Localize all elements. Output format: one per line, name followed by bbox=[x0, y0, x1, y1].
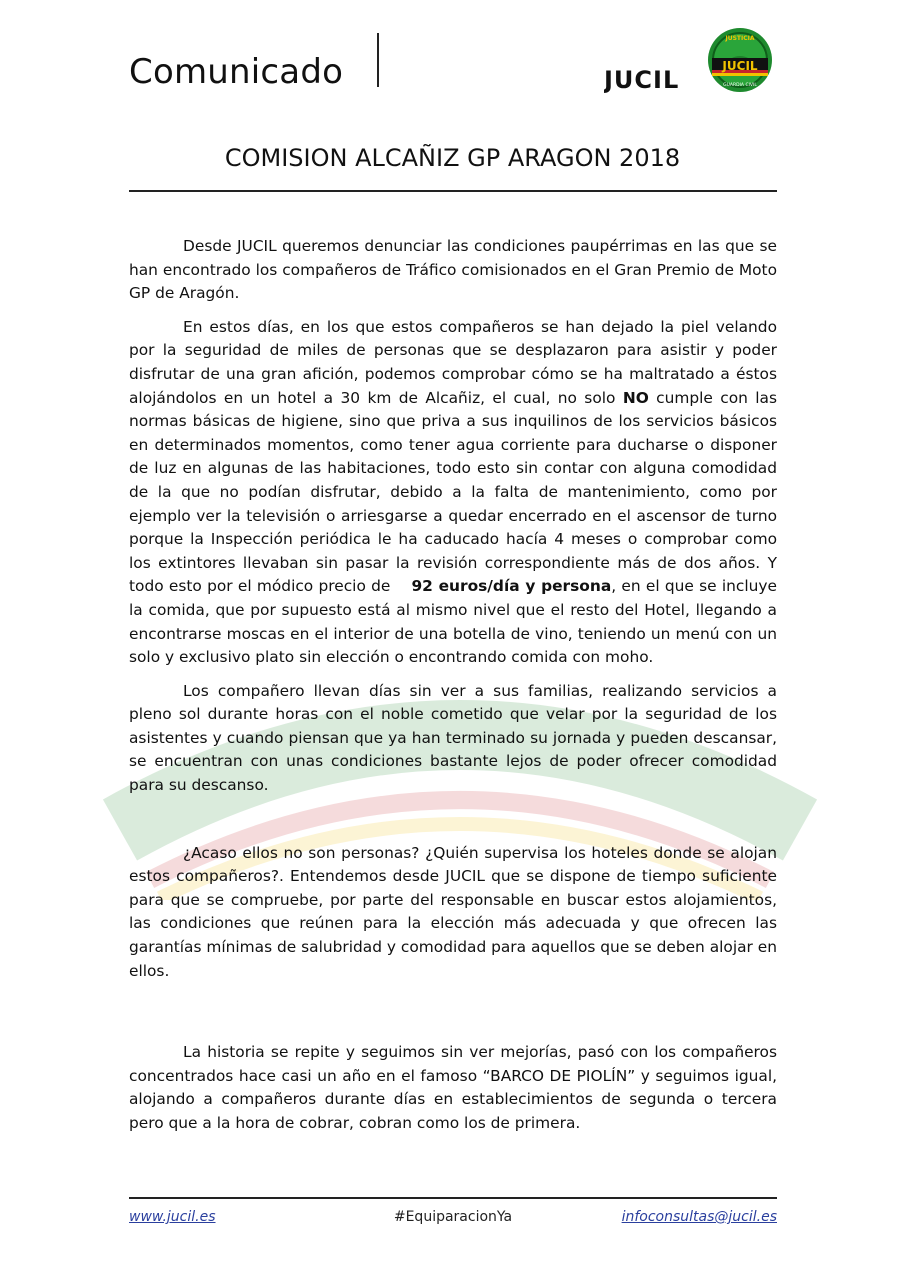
header-divider bbox=[377, 33, 379, 87]
logo-badge-icon bbox=[708, 28, 772, 92]
document-body bbox=[129, 235, 782, 1146]
title-rule bbox=[129, 190, 777, 192]
header-title: Comunicado bbox=[129, 52, 344, 92]
paragraph-2-bold-price: 92 euros/día y persona bbox=[411, 577, 612, 596]
logo-badge-bottom: GUARDIA CIVIL bbox=[723, 83, 757, 88]
logo-wordmark: JUCIL bbox=[604, 66, 680, 94]
paragraph-3: Los compañero llevan días sin ver a sus familias, realizando servicios a pleno sol durante horas con el noble cometido que velar por la seguridad de los asistentes y cuando piensan que ya han terminado su jornada y pueden descansar, se encuentran con unas condiciones bastante lejos de poder ofrecer comodidad para su descanso. bbox=[129, 681, 777, 795]
paragraph-1: Desde JUCIL queremos denunciar las condiciones paupérrimas en las que se han encontrado los compañeros de Tráfico comisionados en el Gran Premio de Moto GP de Aragón. bbox=[129, 237, 777, 303]
footer-email-link[interactable]: infoconsultas@jucil.es bbox=[621, 1209, 777, 1225]
paragraph-2-part-a: En estos días, en los que estos compañeros se han dejado la piel velando por la seguridad de miles de personas que se desplazaron para asistir y poder disfrutar de una gran afición, podemos comprobar cómo se ha maltratado a éstos alojándolos en un hotel a 30 km de Alcañiz, el cual, no solo bbox=[129, 317, 777, 407]
paragraph-2-part-c: , en el que se incluye la comida, que por supuesto está al mismo nivel que el resto del Hotel, llegando a encontrarse moscas en el interior de una botella de vino, teniendo un menú con un solo y exclusivo plato sin elección o encontrando comida con moho. bbox=[129, 577, 777, 667]
footer-website-link[interactable]: www.jucil.es bbox=[129, 1209, 216, 1225]
paragraph-2 bbox=[129, 316, 782, 670]
paragraph-4: ¿Acaso ellos no son personas? ¿Quién supervisa los hoteles donde se alojan estos compañeros?. Entendemos desde JUCIL que se dispone de tiempo suficiente para que se compruebe, por parte del responsable en buscar estos alojamientos, las condiciones que reúnen para la elección más adecuada y que ofrecen las garantías mínimas de salubridad y comodidad para aquellos que se deben alojar en ellos. bbox=[129, 843, 777, 980]
paragraph-2-part-b: cumple con las normas básicas de higiene, sino que priva a sus inquilinos de los servicios básicos en determinados momentos, como tener agua corriente para ducharse o disponer de luz en algunas de las habitaciones, todo esto sin contar con alguna comodidad de la que no podían disfrutar, debido a la falta de mantenimiento, como por ejemplo ver la televisión o arriesgarse a quedar encerrado en el ascensor de turno porque la Inspección periódica le ha caducado hacía 4 meses o comprobar como los extintores llevaban sin pasar la revisión correspondiente más de dos años. Y todo esto por el módico precio de bbox=[129, 388, 782, 596]
footer-rule bbox=[129, 1197, 777, 1199]
jucil-logo bbox=[604, 26, 784, 96]
footer bbox=[129, 1209, 777, 1229]
logo-badge-main: JUCIL bbox=[722, 59, 758, 73]
footer-hashtag: #EquiparacionYa bbox=[393, 1209, 513, 1225]
paragraph-5: La historia se repite y seguimos sin ver mejorías, pasó con los compañeros concentrados hace casi un año en el famoso “BARCO DE PIOLÍN” y seguimos igual, alojando a compañeros durante días en establecimientos de segunda o tercera pero que a la hora de cobrar, cobran como los de primera. bbox=[129, 1043, 777, 1132]
logo-badge-top: JUSTICIA bbox=[725, 35, 755, 42]
paragraph-2-bold-no: NO bbox=[622, 388, 649, 407]
document-title: COMISION ALCAÑIZ GP ARAGON 2018 bbox=[224, 144, 681, 172]
